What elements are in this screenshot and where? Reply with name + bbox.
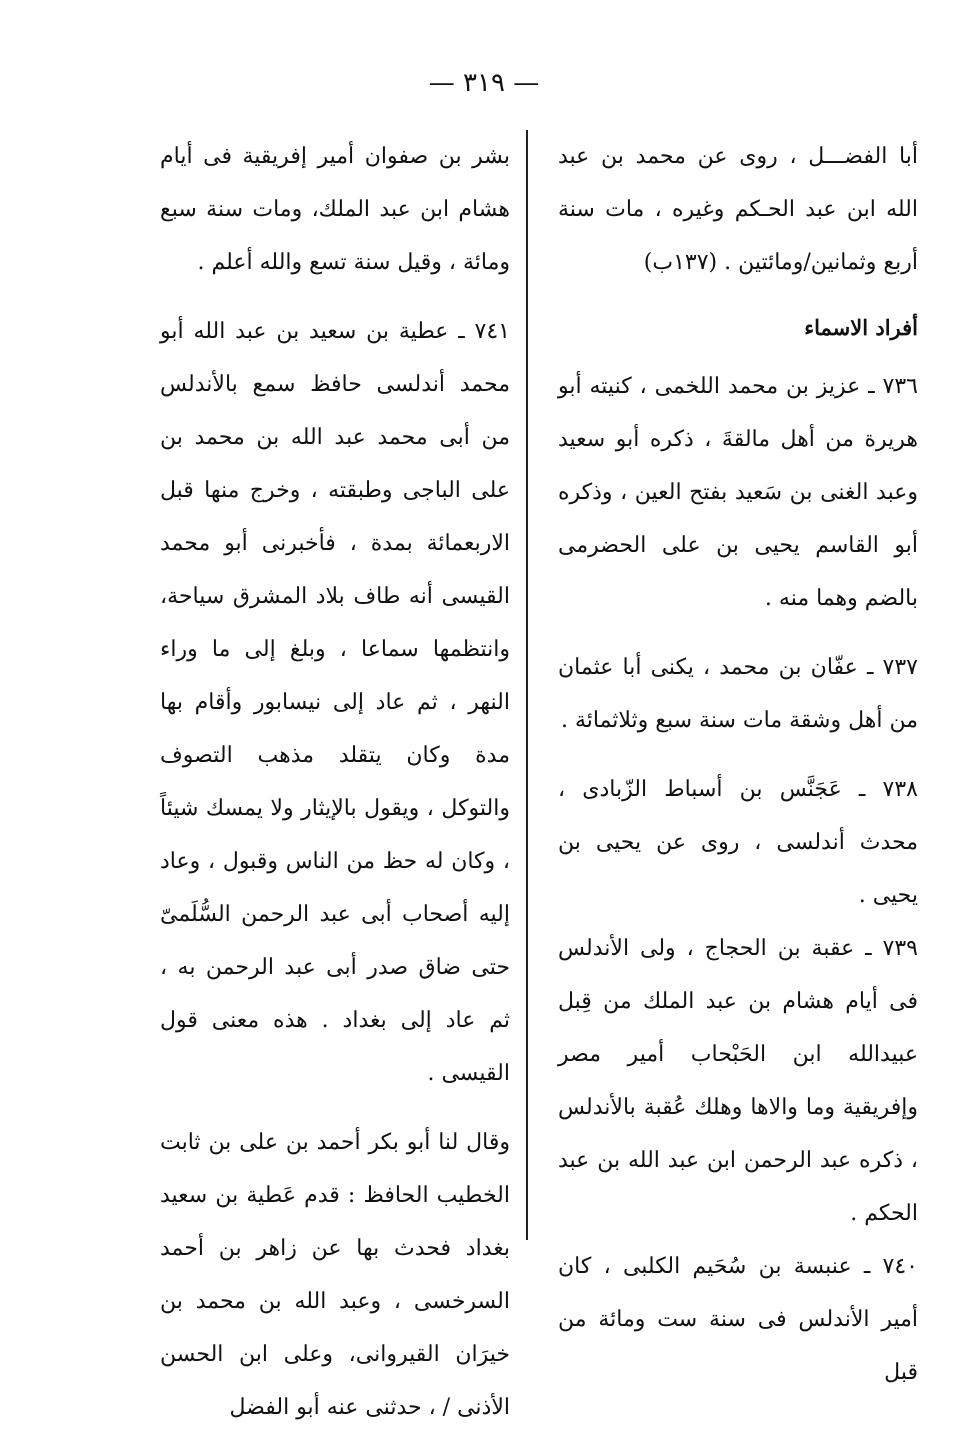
spacer (558, 625, 918, 641)
right-column (558, 130, 918, 1399)
paragraph-continuation: بشر بن صفوان أمير إفريقية فى أيام هشام ابن عبد الملك، ومات سنة سبع ومائة ، وقيل سنة تسع والله أعلم . (160, 144, 510, 275)
spacer (558, 747, 918, 763)
entry-737: ٧٣٧ ـ عفّان بن محمد ، يكنى أبا عثمان من أهل وشقة مات سنة سبع وثلاثمائة . (558, 655, 918, 733)
entry-739: ٧٣٩ ـ عقبة بن الحجاج ، ولى الأندلس فى أيام هشام بن عبد الملك من قِبل عبيدالله ابن الحَبْحاب أمير مصر وإفريقية وما والاها وهلك عُقبة بالأندلس ، ذكره عبد الرحمن ابن عبد الله بن عبد الحكم . (558, 936, 918, 1226)
spacer (160, 289, 510, 305)
spacer (160, 1100, 510, 1116)
paragraph-khatib: وقال لنا أبو بكر أحمد بن على بن ثابت الخطيب الحافظ : قدم عَطية بن سعيد بغداد فحدث بها عن زاهر بن أحمد السرخسى ، وعبد الله بن محمد بن خيرَان القيروانى، وعلى ابن الحسن الأذنى / ، حدثنى عنه أبو الفضل (160, 1130, 510, 1420)
entry-736: ٧٣٦ ـ عزيز بن محمد اللخمى ، كنيته أبو هريرة من أهل مالقةَ ، ذكره أبو سعيد وعبد الغنى بن سَعيد بفتح العين ، وذكره أبو القاسم يحيى بن على الحضرمى بالضم وهما منه . (558, 374, 918, 611)
page-number: — ٣١٩ — (428, 68, 540, 98)
section-title: أفراد الاسماء (804, 315, 918, 340)
paragraph-continuation: أبا الفضـــل ، روى عن محمد بن عبد الله ابن عبد الحـكم وغيره ، مات سنة أربع وثمانين/ومائتين . (١٣٧ب) (558, 144, 918, 275)
entry-740: ٧٤٠ ـ عنبسة بن سُحَيم الكلبى ، كان أمير الأندلس فى سنة ست ومائة من قبل (558, 1254, 918, 1385)
left-column (160, 130, 510, 1434)
column-divider (526, 130, 528, 1240)
entry-738: ٧٣٨ ـ عَجَنَّس بن أسباط الزّبادى ، محدث أندلسى ، روى عن يحيى بن يحيى . (558, 777, 918, 908)
entry-741: ٧٤١ ـ عطية بن سعيد بن عبد الله أبو محمد أندلسى حافظ سمع بالأندلس من أبى محمد عبد الله بن محمد بن على الباجى وطبقته ، وخرج منها قبل الاربعمائة بمدة ، فأخبرنى أبو محمد القيسى أنه طاف بلاد المشرق سياحة، وانتظمها سماعا ، وبلغ إلى ما وراء النهر ، ثم عاد إلى نيسابور وأقام بها مدة وكان يتقلد مذهب التصوف والتوكل ، ويقول بالإيثار ولا يمسك شيئاً ، وكان له حظ من الناس وقبول ، وعاد إليه أصحاب أبى عبد الرحمن السُّلَمىّ حتى ضاق صدر أبى عبد الرحمن به ، ثم عاد إلى بغداد . هذه معنى قول القيسى . (160, 319, 510, 1086)
